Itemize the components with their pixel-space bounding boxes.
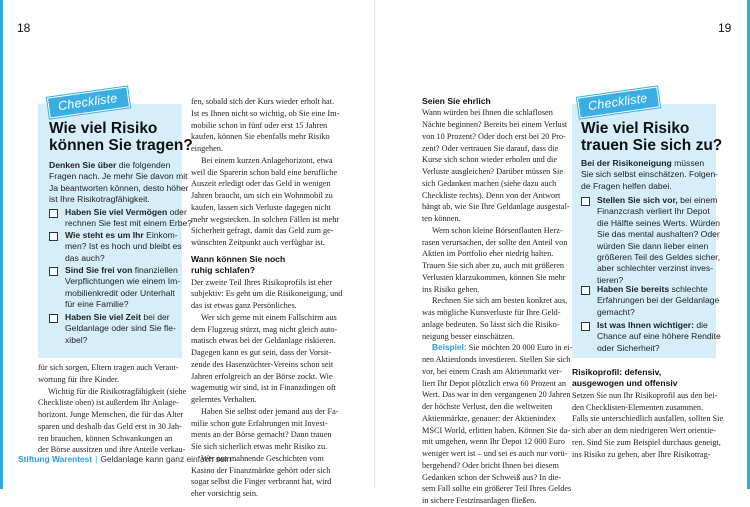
body-text-column-2: fen, sobald sich der Kurs wieder erholt hat. Ist es Ihnen nicht so wichtig, ob Sie eine Im- mobilie schon in fünf oder erst 15 Jahren kaufen, können Sie ebenfalls mehr Risiko eingehen. Bei einem kurzen Anlagehorizont, etwa weil die Sparerin schon bald eine berufliche Auszeit erledigt oder das Geld in wenigen Jahren braucht, um sich ein Wohnmobil zu kaufen, lassen sich Verluste dagegen nicht mehr wegstecken. In solchen Fällen ist mehr Sicherheit gefragt, damit das Geld zum ge- wünschten Zeitpunkt auch verfügbar ist. Wann können Sie noch ruhig schlafen? Der zweite Teil Ihres Risikoprofils ist eher subjektiv: Es geht um die Risikoneigung, und das ist etwas ganz Persönliches. Wer sich gerne mit einem Fallschirm aus dem Flugzeug stürzt, mag nicht gleich auto- matisch etwas bei der Geldanlage riskieren. Dagegen kann es gut sein, dass der Vorsit- zende des Hasenzüchter-Vereins schon seit Jahren erfolgreich an der Börse zockt. Wie wagemutig wir sind, ist in Finanzdingen oft gelerntes Verhalten. Haben Sie selbst oder jemand aus der Fa- milie schon gute Erfahrungen mit Invest- ments an der Börse gemacht? Dann trauen Sie sich sicherlich etwas mehr Risiko zu. Wer nur mahnende Geschichten vom Kasino der Finanzmärkte gehört oder sich sogar selbst die Finger verbrannt hat, wird eher vorsichtig sein. <box>191 97 343 499</box>
body-text-column-4: Risikoprofil: defensiv, ausgewogen und offensiv Setzen Sie nun Ihr Risikoprofil aus den bei- den Checklisten-Elementen zusammen. Falls sie unterschiedlich ausfallen, sollten Sie sich aber an dem niedrigeren Wert orientie- ren. Sind Sie zum Beispiel durchaus geneigt, ins Risiko zu gehen, aber Ihre Risikotrag- <box>572 367 724 459</box>
checkbox[interactable] <box>581 286 590 295</box>
section-heading: ausgewogen und offensiv <box>572 378 678 389</box>
checkbox[interactable] <box>49 232 58 241</box>
body-text-column-3: Seien Sie ehrlich Wann würden bei Ihnen die schlaflosen Nächte beginnen? Bereits bei einem Verlust von 10 Prozent? Oder doch erst bei 20 Pro- zent? Oder vertrauen Sie darauf, dass die Kurse sich schon wieder erholen und die Verluste ausgleichen? Darüber müssen Sie sich Gedanken machen (siehe dazu auch Checkliste rechts). Denn von der Antwort hängt ab, wie Sie Ihre Geldanlage ausgestal- ten können. Wem schon kleine Börsenflauten Herz- rasen verursachen, der sollte den Anteil von Aktien im Portfolio eher niedrig halten. Trauen Sie sich aber zu, auch mit größeren Verlusten klarzukommen, können Sie mehr ins Risiko gehen. Rechnen Sie sich am besten konkret aus, was mögliche Kursverluste für Ihre Geld- anlage bedeuten. So lässt sich die Risiko- neigung besser einschätzen. Beispiel: Sie möchten 20 000 Euro in ei- nen Aktienfonds investieren. Stellen Sie sich vor, bei einem Crash am Aktienmarkt ver- liert Ihr Depot plötzlich etwa 60 Prozent an Wert. Das war in den vergangenen 20 Jahren der höchste Verlust, den die weltweiten Aktienmärkte, genauer: der Aktienindex MSCI World, erlitten haben. Können Sie da- mit umgehen, wenn Ihr Depot 12 000 Euro weniger wert ist – und sei es auch nur vorü- bergehend? Oder bricht Ihnen bei diesem Gedanken schon der Schweiß aus? In die- sem Fall sollte ein größerer Teil Ihres Geldes in sichere Festzinsanlagen fließen. <box>422 96 573 506</box>
footer-brand: Stiftung Warentest <box>18 454 93 464</box>
checklist-item: Haben Sie bereits schlechte Erfahrungen bei der Geldanlage gemacht? <box>581 284 719 318</box>
section-heading: Seien Sie ehrlich <box>422 96 491 106</box>
left-edge-strip <box>0 0 3 489</box>
checklist-item: Stellen Sie sich vor, bei einem Finanzcrash verliert Ihr Depot die Hälfte seines Werts. Würden Sie das mental aushalten? Oder würden Sie dann lieber einen größeren Teil des Geldes sicher, aber schlechter verzinst inves- tieren? <box>581 195 720 286</box>
gutter <box>374 0 375 489</box>
example-label: Beispiel: <box>432 342 467 353</box>
footer-title: Geldanlage kann ganz einfach sein <box>100 454 232 464</box>
section-heading: Risikoprofil: defensiv, <box>572 367 662 377</box>
checkbox[interactable] <box>581 322 590 331</box>
checkbox[interactable] <box>581 197 590 206</box>
checklist-tag-left: Checkliste <box>47 86 130 118</box>
checklist-title-left: Wie viel Risiko können Sie tragen? <box>49 120 193 154</box>
section-heading: ruhig schlafen? <box>191 265 255 276</box>
checklist-intro-left: Denken Sie über die folgenden Fragen nach. Je mehr Sie davon mit Ja beantworten können, desto höher ist Ihre Risikotragfähigkeit. <box>49 160 189 205</box>
checkbox[interactable] <box>49 267 58 276</box>
checklist-item: Sind Sie frei von finanziellen Verpflichtungen wie einem Im- mobilienkredit oder Unterhalt für eine Familie? <box>49 265 180 311</box>
checklist-title-right: Wie viel Risiko trauen Sie sich zu? <box>581 120 723 154</box>
body-text-column-1: für sich sorgen, Eltern tragen auch Verant- wortung für ihre Kinder. Wichtig für die Risikotragfähigkeit (siehe Checkliste oben) ist außerdem Ihr Anlage- horizont. Junge Menschen, die für das Alter sparen und deshalb das Geld erst in 30 Jah- ren brauchen, können Schwankungen an der Börse aussitzen und ihre Anteile verkau- <box>38 363 187 455</box>
page-number-right: 19 <box>718 21 732 35</box>
checklist-item: Haben Sie viel Vermögen oder rechnen Sie fest mit einem Erbe? <box>49 207 192 230</box>
page-number-left: 18 <box>17 21 31 35</box>
page-footer <box>18 454 231 464</box>
checkbox[interactable] <box>49 314 58 323</box>
checklist-intro-right: Bei der Risikoneigung müssen Sie sich selbst einschätzen. Folgen- de Fragen helfen dabei. <box>581 158 719 191</box>
checklist-tag-right: Checkliste <box>577 86 660 118</box>
checklist-item: Wie steht es um Ihr Einkom- men? Ist es hoch und bleibt es das auch? <box>49 230 182 264</box>
footer-separator: | <box>95 454 98 464</box>
section-heading: Wann können Sie noch <box>191 253 286 264</box>
checklist-item: Ist was Ihnen wichtiger: die Chance auf eine höhere Rendite oder Sicherheit? <box>581 320 721 354</box>
checkbox[interactable] <box>49 209 58 218</box>
checklist-item: Haben Sie viel Zeit bei der Geldanlage oder sind Sie fle- xibel? <box>49 312 176 346</box>
